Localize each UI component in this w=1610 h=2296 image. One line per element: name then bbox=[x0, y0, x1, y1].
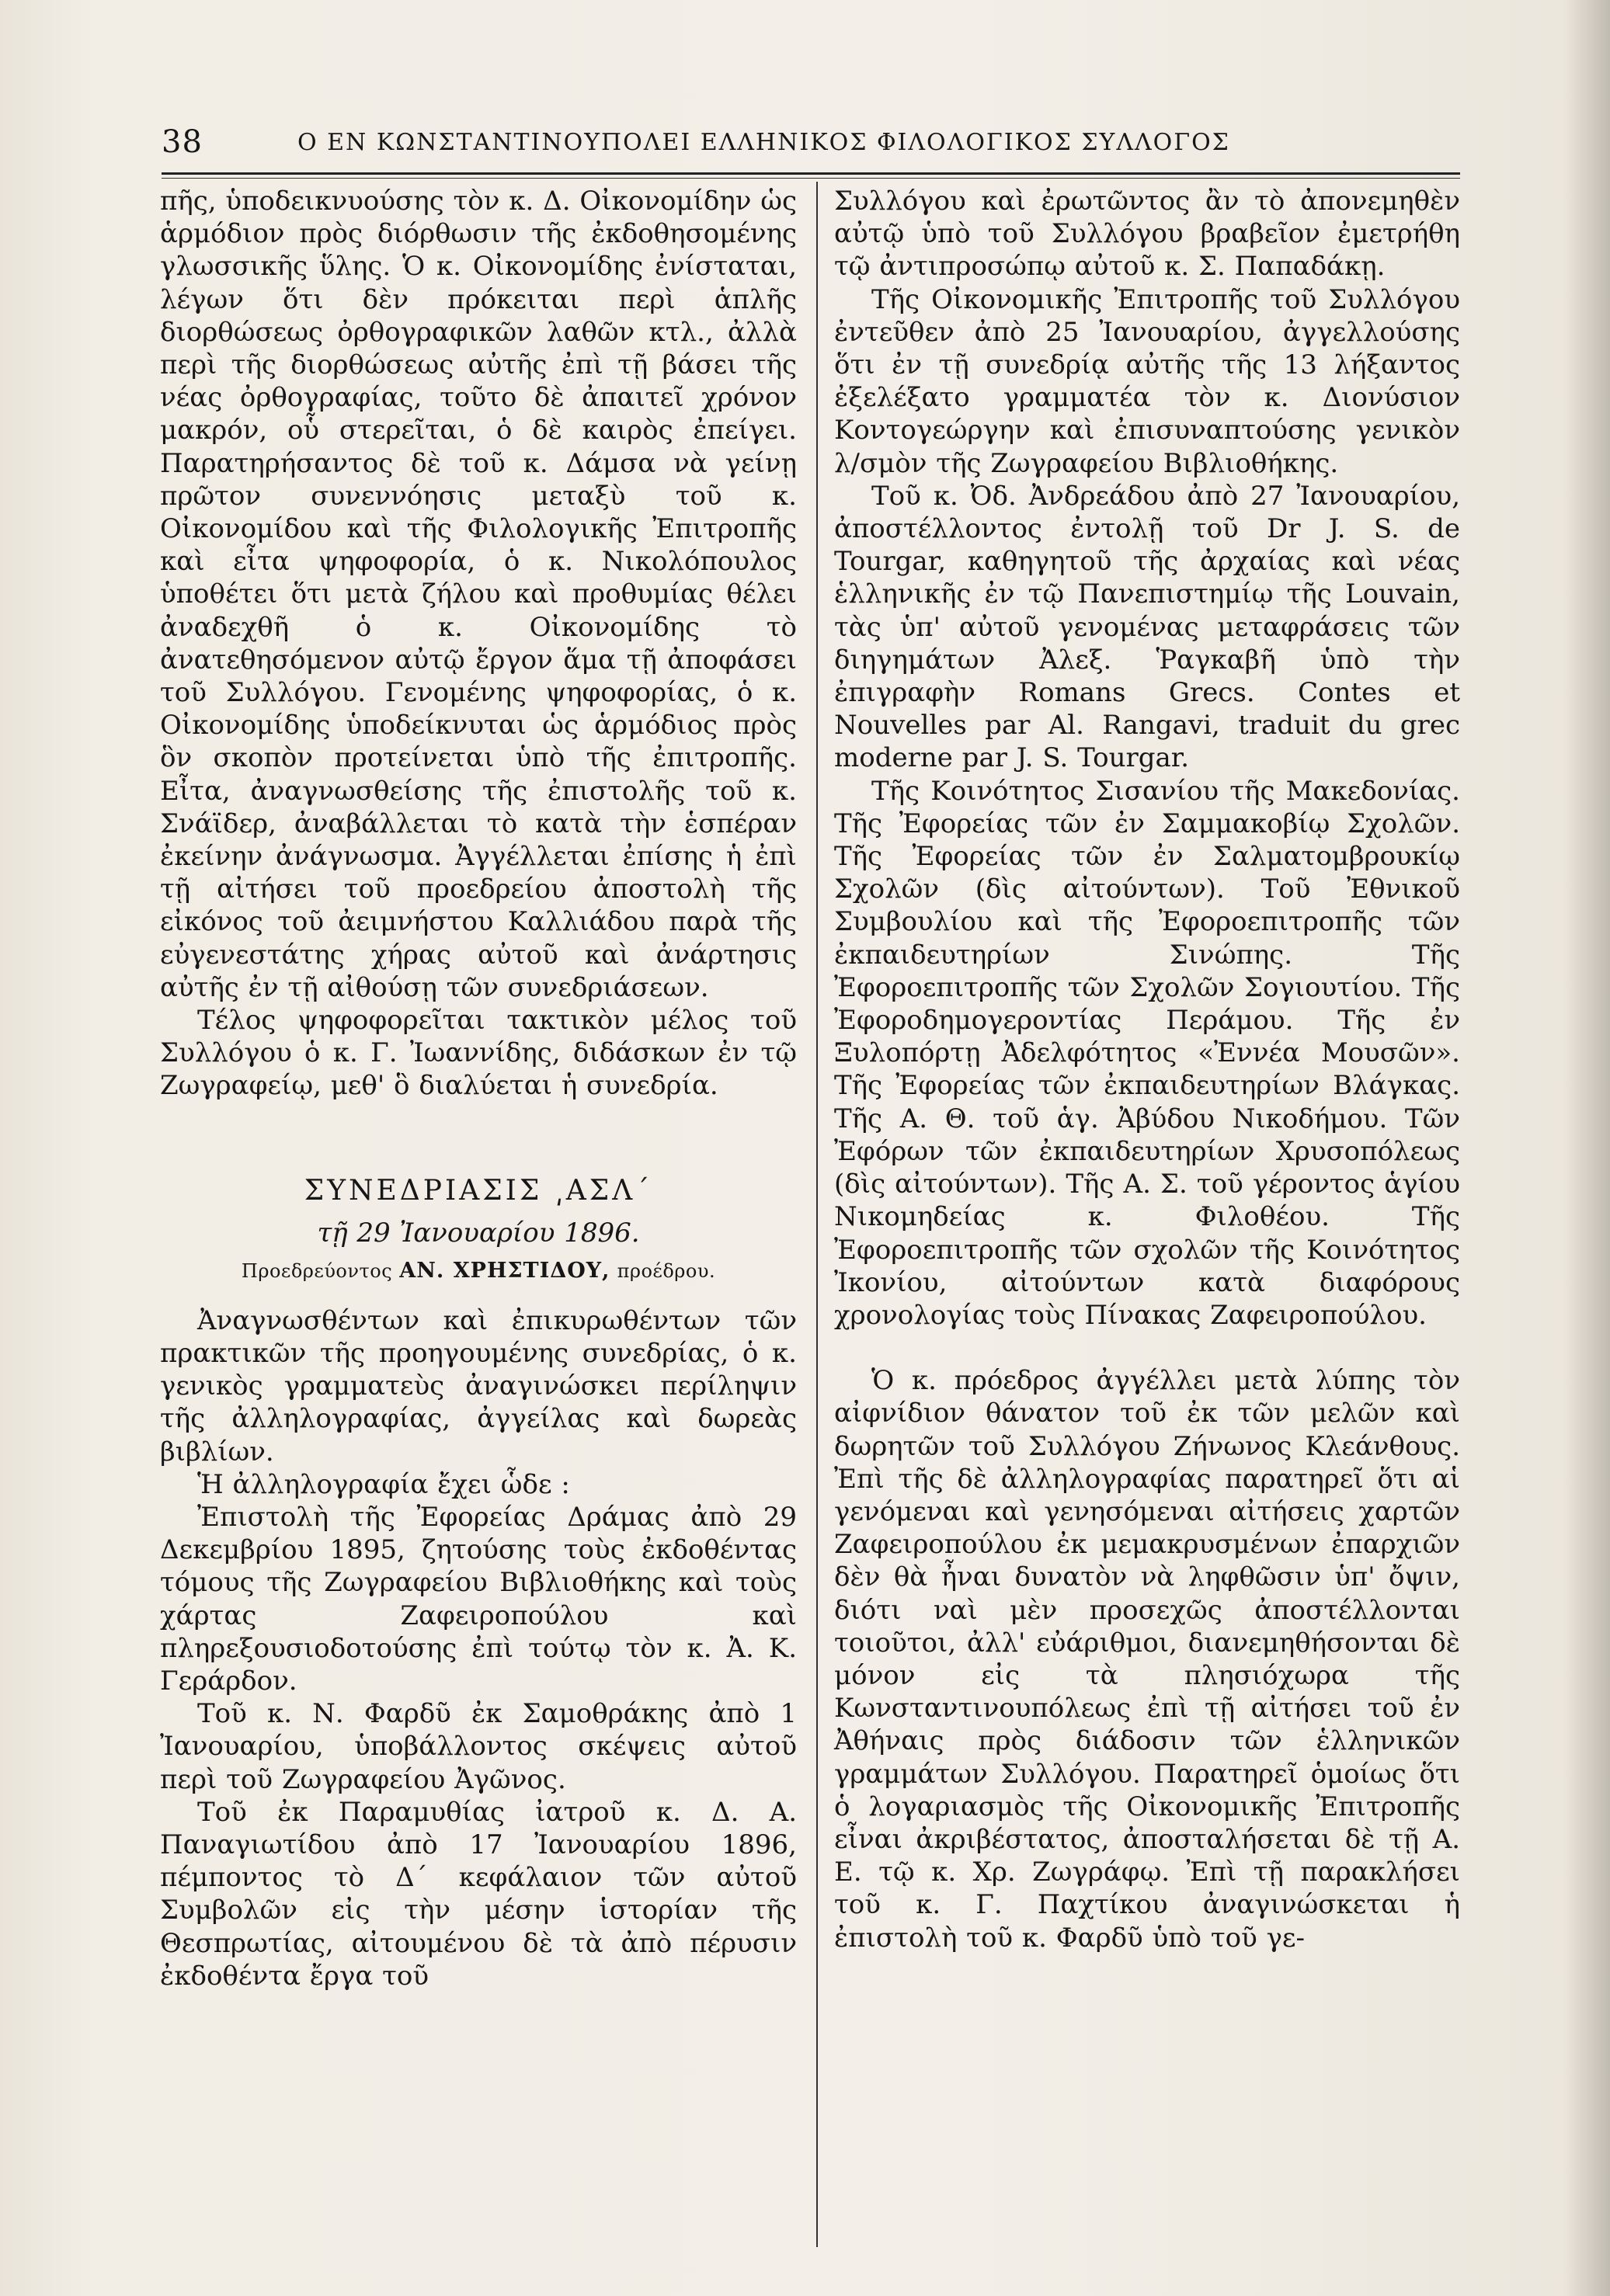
presiding-suffix: προέδρου. bbox=[617, 1259, 716, 1282]
session-title: ΣΥΝΕΔΡΙΑΣΙΣ ͵ΑΣΛ´ bbox=[304, 1174, 653, 1207]
left-paragraph-1: πῆς, ὑποδεικνυούσης τὸν κ. Δ. Οἰκονομίδην ὡς ἁρμόδιον πρὸς διόρθωσιν τῆς ἐκδοθησομένης γλωσσικῆς ὕλης. Ὁ κ. Οἰκονομίδης ἐνίσταται, λέγων ὅτι δὲν πρόκειται περὶ ἁπλῆς διορθώσεως ὀρθογραφικῶν λαθῶν κτλ., ἀλλὰ περὶ τῆς διορθώσεως αὐτῆς ἐπὶ τῇ βάσει τῆς νέας ὀρθογραφίας, τοῦτο δὲ ἀπαιτεῖ χρόνον μακρόν, οὗ στερεῖται, ὁ δὲ καιρὸς ἐπείγει. Παρατηρήσαντος δὲ τοῦ κ. Δάμσα νὰ γείνῃ πρῶτον συνεννόησις μεταξὺ τοῦ κ. Οἰκονομίδου καὶ τῆς Φιλολογικῆς Ἐπιτροπῆς καὶ εἶτα ψηφοφορία, ὁ κ. Νικολόπουλος ὑποθέτει ὅτι μετὰ ζήλου καὶ προθυμίας θέλει ἀναδεχθῆ ὁ κ. Οἰκονομίδης τὸ ἀνατεθησόμενον αὐτῷ ἔργον ἅμα τῇ ἀποφάσει τοῦ Συλλόγου. Γενομένης ψηφοφορίας, ὁ κ. Οἰκονομίδης ὑποδείκνυται ὡς ἁρμόδιος πρὸς ὃν σκοπὸν προτείνεται ὑπὸ τῆς ἐπιτροπῆς. Εἶτα, ἀναγνωσθείσης τῆς ἐπιστολῆς τοῦ κ. Σνάϊδερ, ἀναβάλλεται τὸ κατὰ τὴν ἑσπέραν ἐκείνην ἀνάγνωσμα. Ἀγγέλλεται ἐπίσης ἡ ἐπὶ τῇ αἰτήσει τοῦ προεδρείου ἀποστολὴ τῆς εἰκόνος τοῦ ἀειμνήστου Καλλιάδου παρὰ τῆς εὐγενεστάτης χήρας αὐτοῦ καὶ ἀνάρτησις αὐτῆς ἐν τῇ αἰθούσῃ τῶν συνεδριάσεων. bbox=[160, 186, 797, 1003]
right-column bbox=[834, 185, 1460, 1954]
presiding-prefix: Προεδρεύοντος bbox=[241, 1259, 393, 1282]
paragraph-gap bbox=[834, 1332, 1460, 1364]
header-rule bbox=[162, 172, 1460, 175]
header-rule-thin bbox=[162, 178, 1460, 179]
right-paragraph-4: Τῆς Κοινότητος Σισανίου τῆς Μακεδονίας. Τῆς Ἐφορείας τῶν ἐν Σαμμακοβίῳ Σχολῶν. Τῆς Ἐφορείας τῶν ἐν Σαλματομβρουκίῳ Σχολῶν (δὶς αἰτούντων). Τοῦ Ἐθνικοῦ Συμβουλίου καὶ τῆς Ἐφοροεπιτροπῆς τῶν ἐκπαιδευτηρίων Σινώπης. Τῆς Ἐφοροεπιτροπῆς τῶν Σχολῶν Σογιουτίου. Τῆς Ἐφοροδημογεροντίας Περάμου. Τῆς ἐν Ξυλοπόρτῃ Ἀδελφότητος «Ἐννέα Μουσῶν». Τῆς Ἐφορείας τῶν ἐκπαιδευτηρίων Βλάγκας. Τῆς Α. Θ. τοῦ ἁγ. Ἀβύδου Νικοδήμου. Τῶν Ἐφόρων τῶν ἐκπαιδευτηρίων Χρυσοπόλεως (δὶς αἰτούντων). Τῆς Α. Σ. τοῦ γέροντος ἁγίου Νικομηδείας κ. Φιλοθέου. Τῆς Ἐφοροεπιτροπῆς τῶν σχολῶν τῆς Κοινότητος Ἰκονίου, αἰτούντων κατὰ διαφόρους χρονολογίας τοὺς Πίνακας Ζαφειροπούλου. bbox=[834, 775, 1460, 1331]
right-paragraph-5: Ὁ κ. πρόεδρος ἀγγέλλει μετὰ λύπης τὸν αἰφνίδιον θάνατον τοῦ ἐκ τῶν μελῶν καὶ δωρητῶν τοῦ Συλλόγου Ζήνωνος Κλεάνθους. Ἐπὶ τῆς δὲ ἀλληλογραφίας παρατηρεῖ ὅτι αἱ γενόμεναι καὶ γενησόμεναι αἰτήσεις χαρτῶν Ζαφειροπούλου ἐκ μεμακρυσμένων ἐπαρχιῶν δὲν θὰ ἦναι δυνατὸν νὰ ληφθῶσιν ὑπ' ὄψιν, διότι ναὶ μὲν προσεχῶς ἀποστέλλονται τοιοῦτοι, ἀλλ' εὐάριθμοι, διανεμηθήσονται δὲ μόνον εἰς τὰ πλησιόχωρα τῆς Κωνσταντινουπόλεως ἐπὶ τῇ αἰτήσει τοῦ ἐν Ἀθήναις πρὸς διάδοσιν τῶν ἑλληνικῶν γραμμάτων Συλλόγου. Παρατηρεῖ ὁμοίως ὅτι ὁ λογαριασμὸς τῆς Οἰκονομικῆς Ἐπιτροπῆς εἶναι ἀκριβέστατος, ἀποσταλήσεται δὲ τῇ Α. Ε. τῷ κ. Χρ. Ζωγράφῳ. Ἐπὶ τῇ παρακλήσει τοῦ κ. Γ. Παχτίκου ἀναγινώσκεται ἡ ἐπιστολὴ τοῦ κ. Φαρδῦ ὑπὸ τοῦ γε- bbox=[834, 1365, 1460, 1954]
left-paragraph-7: Τοῦ ἐκ Παραμυθίας ἰατροῦ κ. Δ. Α. Παναγιωτίδου ἀπὸ 17 Ἰανουαρίου 1896, πέμποντος τὸ Δ´ κεφάλαιον τῶν αὐτοῦ Συμβολῶν εἰς τὴν μέσην ἱστορίαν τῆς Θεσπρωτίας, αἰτουμένου δὲ τὰ ἀπὸ πέρυσιν ἐκδοθέντα ἔργα τοῦ bbox=[160, 1796, 797, 1992]
session-heading bbox=[160, 1169, 797, 1289]
left-paragraph-5: Ἐπιστολὴ τῆς Ἐφορείας Δράμας ἀπὸ 29 Δεκεμβρίου 1895, ζητούσης τοὺς ἐκδοθέντας τόμους τῆς Ζωγραφείου Βιβλιοθήκης καὶ τοὺς χάρτας Ζαφειροπούλου καὶ πληρεξουσιοδοτούσης ἐπὶ τούτῳ τὸν κ. Ἀ. Κ. Γεράρδον. bbox=[160, 1501, 797, 1697]
left-paragraph-3: Ἀναγνωσθέντων καὶ ἐπικυρωθέντων τῶν πρακτικῶν τῆς προηγουμένης συνεδρίας, ὁ κ. γενικὸς γραμματεὺς ἀναγινώσκει περίληψιν τῆς ἀλληλογραφίας, ἀγγείλας καὶ δωρεὰς βιβλίων. bbox=[160, 1304, 797, 1468]
left-paragraph-6: Τοῦ κ. Ν. Φαρδῦ ἐκ Σαμοθράκης ἀπὸ 1 Ἰανουαρίου, ὑποβάλλοντος σκέψεις αὐτοῦ περὶ τοῦ Ζωγραφείου Ἀγῶνος. bbox=[160, 1698, 797, 1795]
page-number: 38 bbox=[162, 124, 203, 160]
page-edge-shadow bbox=[1563, 0, 1610, 2296]
presiding-name: ΑΝ. ΧΡΗΣΤΙΔΟΥ, bbox=[399, 1258, 610, 1283]
left-column bbox=[160, 185, 797, 1992]
right-paragraph-3: Τοῦ κ. Ὀδ. Ἀνδρεάδου ἀπὸ 27 Ἰανουαρίου, ἀποστέλλοντος ἐντολῇ τοῦ Dr J. S. de Tourgar, καθηγητοῦ τῆς ἀρχαίας καὶ νέας ἑλληνικῆς ἐν τῷ Πανεπιστημίῳ τῆς Louvain, τὰς ὑπ' αὐτοῦ γενομένας μεταφράσεις τῶν διηγημάτων Ἀλεξ. Ῥαγκαβῆ ὑπὸ τὴν ἐπιγραφὴν Romans Grecs. Contes et Nouvelles par Al. Rangavi, traduit du grec moderne par J. S. Tourgar. bbox=[834, 480, 1460, 774]
presiding-line bbox=[160, 1253, 797, 1289]
left-paragraph-4: Ἡ ἀλληλογραφία ἔχει ὧδε : bbox=[197, 1468, 570, 1500]
session-date: τῇ 29 Ἰανουαρίου 1896. bbox=[317, 1217, 640, 1249]
right-paragraph-1: Συλλόγου καὶ ἐρωτῶντος ἂν τὸ ἀπονεμηθὲν αὐτῷ ὑπὸ τοῦ Συλλόγου βραβεῖον ἐμετρήθη τῷ ἀντιπροσώπῳ αὐτοῦ κ. Σ. Παπαδάκῃ. bbox=[834, 186, 1460, 283]
left-paragraph-2: Τέλος ψηφοφορεῖται τακτικὸν μέλος τοῦ Συλλόγου ὁ κ. Γ. Ἰωαννίδης, διδάσκων ἐν τῷ Ζωγραφείῳ, μεθ' ὃ διαλύεται ἡ συνεδρία. bbox=[160, 1005, 797, 1102]
page-header bbox=[162, 124, 1459, 171]
column-divider bbox=[816, 182, 818, 2247]
running-title: Ο ΕΝ ΚΩΝΣΤΑΝΤΙΝΟΥΠΟΛΕΙ ΕΛΛΗΝΙΚΟΣ ΦΙΛΟΛΟΓΙΚΟΣ ΣΥΛΛΟΓΟΣ bbox=[297, 129, 1230, 156]
right-paragraph-2: Τῆς Οἰκονομικῆς Ἐπιτροπῆς τοῦ Συλλόγου ἐντεῦθεν ἀπὸ 25 Ἰανουαρίου, ἀγγελλούσης ὅτι ἐν τῇ συνεδρίᾳ αὐτῆς τῆς 13 λήξαντος ἐξελέξατο γραμματέα τὸν κ. Διονύσιον Κοντογεώργην καὶ ἐπισυναπτούσης γενικὸν λ/σμὸν τῆς Ζωγραφείου Βιβλιοθήκης. bbox=[834, 283, 1460, 479]
